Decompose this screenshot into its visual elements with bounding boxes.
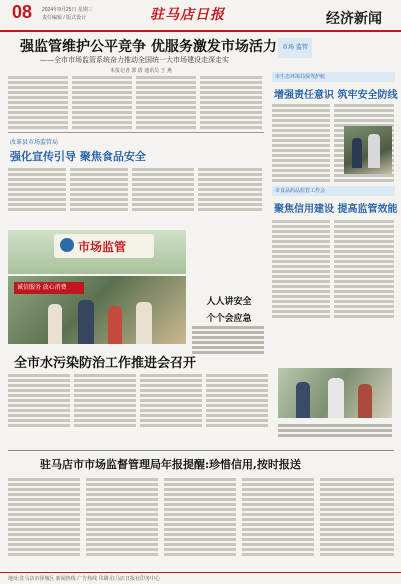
left-article-2-col1 [8, 166, 66, 213]
right-photo-lower-caption [278, 422, 392, 439]
lead-body-col1 [8, 74, 68, 131]
left-article-2-headline: 强化宣传引导 聚焦食品安全 [10, 150, 146, 163]
photo-banner-text: 诚信服务 放心消费 [17, 285, 67, 291]
bottom-divider [8, 450, 394, 451]
photo-market-sign [8, 230, 186, 274]
quote-line-1: 人人讲安全 [206, 297, 252, 307]
section-title: 经济新闻 [326, 10, 382, 26]
page-header [0, 0, 401, 32]
right-photo-lower [278, 368, 392, 418]
lead-subhead: ——全市市场监管系统奋力推动全国统一大市场建设走深走实 [40, 56, 229, 64]
lead-body-col4 [200, 74, 262, 131]
middle-body-col4 [206, 372, 268, 429]
masthead-logo: 驻马店日报 [150, 7, 225, 23]
right-article-2-kicker: 市食品药品监管工作会 [272, 186, 395, 196]
right-article-2-body-a [272, 218, 330, 320]
page-number: 08 [12, 2, 33, 22]
right-article-1-body-a [272, 102, 330, 184]
left-article-2-col3 [132, 166, 194, 213]
left-article-2-col2 [70, 166, 128, 213]
right-article-1-kicker: 市生态环境局保驾护航 [272, 72, 395, 82]
market-sign-text: 市场监管 [78, 240, 127, 254]
sidebar-tag-sub: 监管 [296, 45, 309, 51]
lead-body-col2 [72, 74, 132, 131]
photo-caption [192, 324, 264, 356]
right-article-2-headline: 聚焦信用建设 提高监管效能 [274, 204, 398, 215]
lead-headline: 强监管维护公平竞争 优服务激发市场活力 [20, 39, 277, 55]
section-divider [8, 132, 264, 133]
middle-headline: 全市水污染防治工作推进会召开 [14, 356, 197, 371]
bottom-body-col2 [86, 476, 158, 558]
bottom-body-col4 [242, 476, 314, 558]
photo-banner [14, 282, 84, 294]
bottom-body-col5 [320, 476, 394, 558]
left-article-2-col4 [198, 166, 262, 213]
bottom-headline: 驻马店市市场监督管理局年报提醒:珍惜信用,按时报送 [40, 458, 301, 471]
left-article-2-kicker: 改革县市场监管局 [10, 140, 59, 146]
footer-rule [0, 572, 401, 573]
badge-icon [60, 238, 74, 252]
middle-body-col1 [8, 372, 70, 429]
footer-text: 地址:驻马店市驿城区 新闻热线 广告热线 印刷:驻马店日报社印务中心 [8, 576, 160, 582]
middle-body-col3 [140, 372, 202, 429]
right-article-2-body-b [334, 218, 394, 320]
middle-body-col2 [74, 372, 136, 429]
right-article-1-headline: 增强责任意识 筑牢安全防线 [274, 90, 398, 101]
quote-line-2: 个个会应急 [206, 314, 252, 324]
editor-line: 责任编辑 / 版式设计 [42, 15, 87, 21]
sidebar-tag-label: 市场 [281, 45, 294, 51]
right-photo [344, 126, 392, 174]
lead-byline: 本报记者 郭 倩 通讯员 王 燕 [110, 68, 172, 74]
lead-body-col3 [136, 74, 196, 131]
sidebar-tag [278, 38, 312, 58]
bottom-body-col1 [8, 476, 80, 558]
bottom-body-col3 [164, 476, 236, 558]
issue-date: 2024年9月25日 星期三 [42, 7, 93, 13]
photo-inspection [8, 276, 186, 344]
